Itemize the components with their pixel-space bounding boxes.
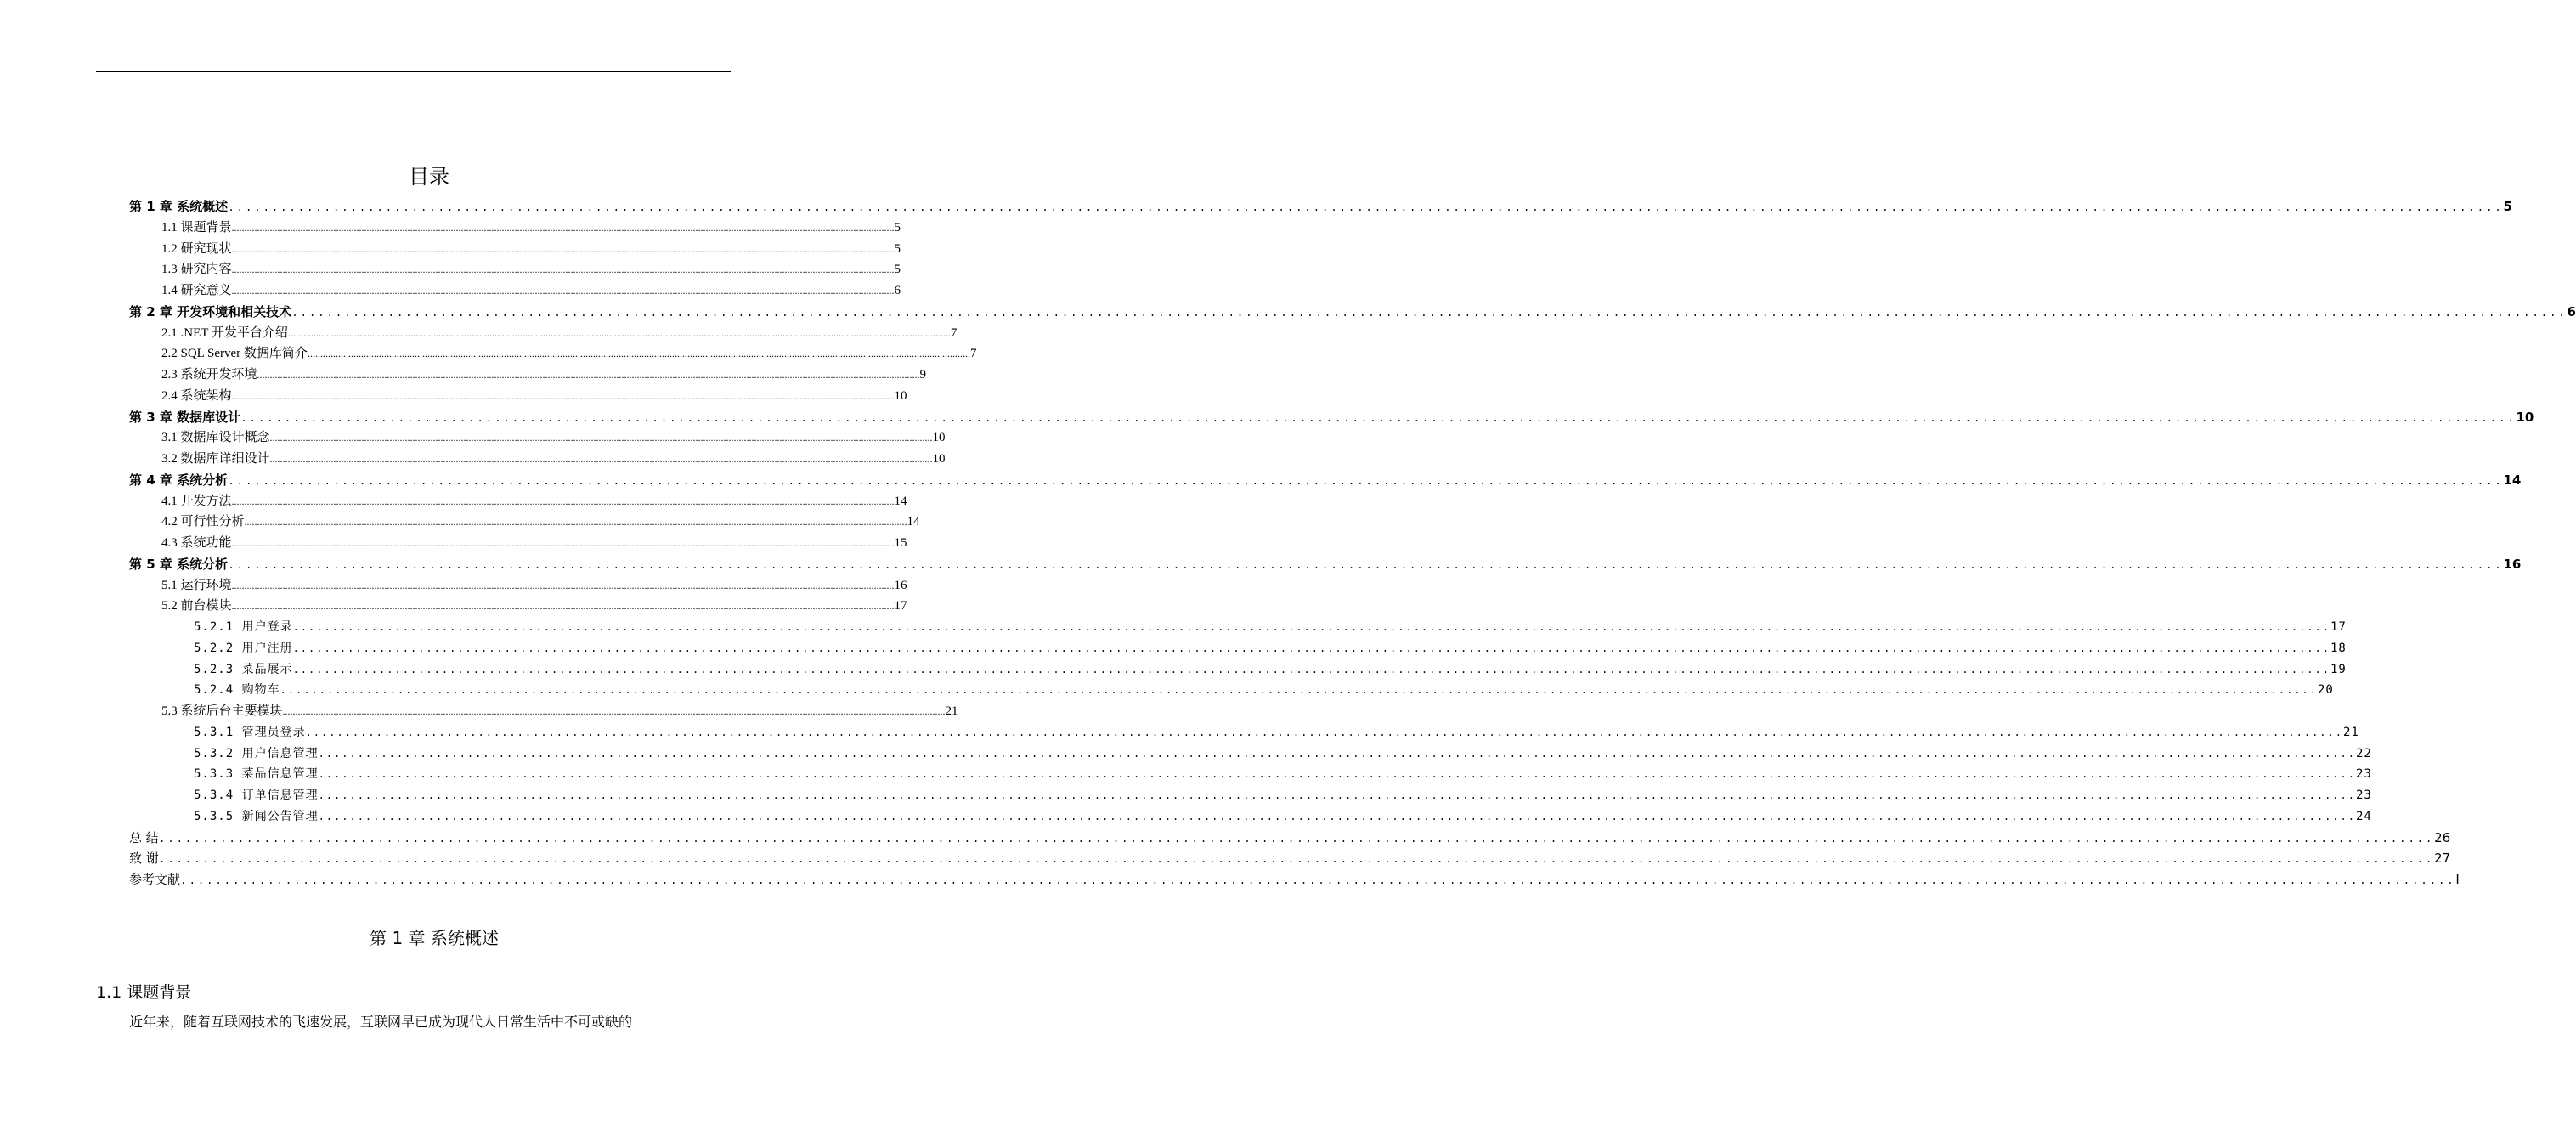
toc-entry-label: 第 4 章 系统分析 — [129, 472, 229, 488]
toc-entry[interactable] — [129, 764, 2372, 785]
toc-leader-dots: .................................................................................................................................................................................................................................................................... — [269, 453, 933, 465]
toc-entry[interactable] — [129, 427, 946, 449]
toc-entry[interactable] — [129, 680, 2334, 701]
toc-entry-page: 5 — [894, 220, 901, 235]
toc-entry-page: 23 — [2355, 767, 2372, 782]
toc-entry[interactable] — [129, 806, 2372, 828]
toc-entry-label: 5.3.1 管理员登录 — [194, 725, 306, 739]
toc-entry-label: 总 结 — [129, 829, 159, 845]
toc-entry[interactable] — [129, 638, 2347, 659]
toc-leader-dots: .................................................................................................................................................................................................................................................................... — [292, 642, 2330, 654]
toc-leader-dots: .................................................................................................................................................................................................................................................................... — [257, 369, 920, 381]
toc-leader-dots: .................................................................................................................................................................................................................................................................... — [228, 474, 2504, 488]
toc-entry-label: 5.2 前台模块 — [161, 599, 232, 613]
toc-entry-label: 5.3.2 用户信息管理 — [194, 746, 319, 760]
toc-entry-page: 10 — [894, 388, 907, 403]
toc-entry-page: 14 — [907, 515, 920, 529]
toc-entry-page: 18 — [2330, 641, 2347, 655]
toc-leader-dots: .................................................................................................................................................................................................................................................................... — [240, 411, 2517, 425]
toc-entry-page: 24 — [2355, 809, 2372, 823]
toc-entry-page: 7 — [950, 325, 958, 340]
toc-entry-label: 4.3 系统功能 — [161, 536, 232, 550]
toc-entry-label: 5.3.3 菜品信息管理 — [194, 767, 319, 782]
toc-entry[interactable] — [129, 512, 920, 533]
toc-entry-page: 23 — [2355, 789, 2372, 802]
toc-leader-dots: .................................................................................................................................................................................................................................................................... — [282, 705, 946, 717]
toc-entry-page: 26 — [2434, 829, 2451, 845]
toc-entry[interactable] — [129, 848, 2451, 869]
toc-leader-dots: .................................................................................................................................................................................................................................................................... — [158, 853, 2435, 867]
toc-entry-label: 1.3 研究内容 — [161, 263, 232, 277]
toc-entry-page: 5 — [894, 241, 901, 256]
toc-entry-page: 10 — [932, 431, 946, 445]
toc-leader-dots: .................................................................................................................................................................................................................................................................... — [228, 201, 2504, 214]
toc-entry-label: 1.2 研究现状 — [161, 241, 232, 256]
toc-entry[interactable] — [129, 470, 2522, 491]
toc-entry-label: 5.2.4 购物车 — [194, 683, 280, 698]
toc-entry-label: 2.3 系统开发环境 — [161, 368, 257, 382]
toc-entry-label: 2.1 .NET 开发平台介绍 — [161, 325, 288, 340]
toc-title: 目录 — [409, 165, 449, 189]
toc-leader-dots: .................................................................................................................................................................................................................................................................... — [231, 263, 895, 276]
toc-entry[interactable] — [129, 239, 901, 260]
toc-leader-dots: .................................................................................................................................................................................................................................................................... — [231, 495, 895, 507]
toc-entry-label: 5.2.1 用户登录 — [194, 620, 293, 634]
toc-entry-label: 第 3 章 数据库设计 — [129, 409, 241, 425]
toc-entry-label: 参考文献 — [129, 872, 181, 887]
toc-entry-page: 22 — [2355, 746, 2372, 760]
toc-entry-label: 3.1 数据库设计概念 — [161, 431, 270, 445]
toc-leader-dots: .................................................................................................................................................................................................................................................................... — [231, 285, 895, 297]
toc-entry[interactable] — [129, 785, 2372, 806]
toc-entry[interactable] — [129, 743, 2372, 765]
toc-entry-page: 17 — [2330, 620, 2347, 634]
toc-entry[interactable] — [129, 701, 958, 722]
toc-entry-page: 10 — [932, 452, 946, 466]
toc-entry-page: 17 — [894, 599, 907, 613]
toc-leader-dots: .................................................................................................................................................................................................................................................................... — [291, 306, 2568, 319]
toc-entry[interactable] — [129, 575, 907, 596]
toc-entry-page: 16 — [894, 578, 907, 592]
toc-leader-dots: .................................................................................................................................................................................................................................................................... — [305, 726, 2343, 738]
toc-entry[interactable] — [129, 386, 907, 407]
toc-entry[interactable] — [129, 280, 901, 302]
toc-entry[interactable] — [129, 196, 2512, 218]
toc-entry[interactable] — [129, 596, 907, 617]
toc-entry[interactable] — [129, 659, 2347, 681]
toc-entry-label: 第 5 章 系统分析 — [129, 556, 229, 572]
toc-entry-page: 5 — [894, 263, 901, 277]
toc-leader-dots: .................................................................................................................................................................................................................................................................... — [231, 242, 895, 255]
toc-leader-dots: .................................................................................................................................................................................................................................................................... — [292, 663, 2330, 676]
toc-entry[interactable] — [129, 617, 2347, 638]
toc-entry-page: 6 — [894, 284, 901, 297]
toc-leader-dots: .................................................................................................................................................................................................................................................................... — [231, 579, 895, 591]
toc-entry-page: 16 — [2503, 556, 2522, 572]
toc-entry[interactable] — [129, 869, 2460, 890]
toc-entry[interactable] — [129, 343, 977, 365]
section-heading: 1.1 课题背景 — [96, 983, 192, 1002]
toc-entry[interactable] — [129, 218, 901, 239]
toc-leader-dots: .................................................................................................................................................................................................................................................................... — [287, 326, 951, 339]
toc-leader-dots: .................................................................................................................................................................................................................................................................... — [231, 389, 895, 402]
toc-entry-page: 7 — [969, 347, 977, 361]
toc-entry-page: 9 — [919, 368, 927, 382]
toc-leader-dots: .................................................................................................................................................................................................................................................................... — [158, 832, 2435, 845]
toc-entry-page: 14 — [894, 494, 907, 508]
table-of-contents — [129, 196, 2576, 890]
toc-leader-dots: .................................................................................................................................................................................................................................................................... — [318, 768, 2356, 781]
toc-entry-page: 19 — [2330, 662, 2347, 676]
toc-leader-dots: .................................................................................................................................................................................................................................................................... — [318, 810, 2356, 823]
toc-leader-dots: .................................................................................................................................................................................................................................................................... — [292, 621, 2330, 633]
toc-entry-page: 6 — [2567, 303, 2576, 319]
toc-entry-label: 2.4 系统架构 — [161, 388, 232, 403]
toc-leader-dots: .................................................................................................................................................................................................................................................................... — [231, 600, 895, 613]
toc-entry-label: 第 2 章 开发环境和相关技术 — [129, 303, 292, 319]
toc-entry[interactable] — [129, 828, 2451, 849]
toc-leader-dots: .................................................................................................................................................................................................................................................................... — [318, 747, 2356, 760]
toc-leader-dots: .................................................................................................................................................................................................................................................................... — [318, 789, 2356, 801]
toc-entry[interactable] — [129, 491, 907, 512]
toc-entry-label: 1.4 研究意义 — [161, 284, 232, 297]
toc-entry-page: 27 — [2434, 851, 2451, 867]
body-paragraph: 近年来，随着互联网技术的飞速发展，互联网早已成为现代人日常生活中不可或缺的 — [129, 1014, 633, 1030]
toc-entry[interactable] — [129, 449, 946, 470]
toc-entry-label: 3.2 数据库详细设计 — [161, 452, 270, 466]
toc-entry-label: 4.1 开发方法 — [161, 494, 232, 508]
toc-leader-dots: .................................................................................................................................................................................................................................................................... — [244, 516, 907, 529]
toc-entry[interactable] — [129, 323, 958, 344]
toc-leader-dots: .................................................................................................................................................................................................................................................................... — [280, 684, 2318, 697]
toc-leader-dots: .................................................................................................................................................................................................................................................................... — [269, 432, 933, 444]
chapter-heading: 第 1 章 系统概述 — [370, 928, 499, 948]
toc-entry-label: 5.3 系统后台主要模块 — [161, 704, 283, 718]
toc-entry[interactable] — [129, 554, 2522, 575]
header-rule — [96, 71, 731, 72]
toc-entry-label: 1.1 课题背景 — [161, 220, 232, 235]
toc-entry-page: 21 — [2342, 725, 2359, 739]
toc-entry[interactable] — [129, 365, 927, 386]
toc-entry-label: 2.2 SQL Server 数据库简介 — [161, 347, 308, 361]
toc-entry-page: 15 — [894, 536, 907, 550]
toc-entry-label: 5.2.2 用户注册 — [194, 641, 293, 655]
toc-entry-label: 4.2 可行性分析 — [161, 515, 245, 529]
toc-entry-label: 5.3.4 订单信息管理 — [194, 789, 319, 802]
toc-entry[interactable] — [129, 722, 2359, 743]
toc-entry-label: 第 1 章 系统概述 — [129, 199, 229, 214]
toc-leader-dots: .................................................................................................................................................................................................................................................................... — [231, 221, 895, 234]
toc-entry[interactable] — [129, 407, 2534, 428]
toc-entry-page: 20 — [2317, 683, 2334, 698]
toc-entry-page: I — [2455, 872, 2460, 887]
toc-leader-dots: .................................................................................................................................................................................................................................................................... — [228, 558, 2504, 572]
toc-entry[interactable] — [129, 259, 901, 280]
toc-entry[interactable] — [129, 533, 907, 554]
toc-leader-dots: .................................................................................................................................................................................................................................................................... — [307, 348, 970, 360]
toc-entry-page: 14 — [2503, 472, 2522, 488]
toc-leader-dots: .................................................................................................................................................................................................................................................................... — [180, 874, 2456, 887]
toc-entry-label: 5.1 运行环境 — [161, 578, 232, 592]
toc-entry-page: 21 — [945, 704, 958, 718]
toc-entry-label: 5.3.5 新闻公告管理 — [194, 809, 319, 823]
toc-entry-label: 致 谢 — [129, 851, 159, 867]
toc-entry-page: 10 — [2516, 409, 2534, 425]
toc-entry-page: 5 — [2503, 199, 2512, 214]
toc-entry[interactable] — [129, 302, 2576, 323]
toc-leader-dots: .................................................................................................................................................................................................................................................................... — [231, 537, 895, 549]
toc-entry-label: 5.2.3 菜品展示 — [194, 662, 293, 676]
